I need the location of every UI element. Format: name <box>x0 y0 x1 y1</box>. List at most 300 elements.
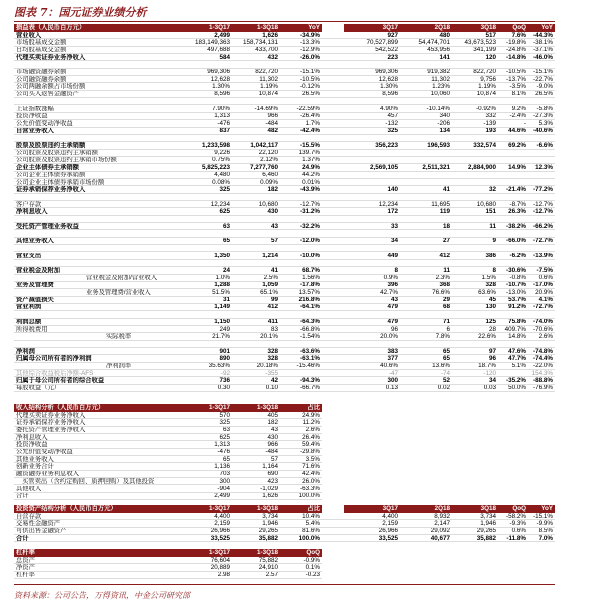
row-value: -31.2% <box>300 208 320 215</box>
row-label: 企业主体债券主承销额 <box>16 164 79 171</box>
row-value: -12.9% <box>300 46 320 54</box>
table-row <box>14 54 555 61</box>
row-value: 9,756 <box>480 76 496 83</box>
row-value: 457 <box>387 112 398 120</box>
income-header-cell: 3Q18 <box>480 24 496 31</box>
row-value: 151 <box>485 208 496 215</box>
row-value: 158,734,131 <box>242 39 278 46</box>
row-value: 341,199 <box>473 46 496 54</box>
asset_structure-header-cell: 3Q17 <box>382 505 398 512</box>
row-value: 139.7% <box>298 149 320 157</box>
table-row <box>14 186 555 193</box>
row-value: -15.1% <box>533 68 553 76</box>
row-label: 净利息收入 <box>16 208 48 215</box>
table-row <box>14 377 555 384</box>
row-value: -74.0% <box>533 318 553 326</box>
row-value: -8.7% <box>509 201 526 208</box>
row-value: 2.98 <box>217 571 230 579</box>
row-value: 0.30 <box>217 384 230 392</box>
row-label: 所得税费用 <box>16 326 48 333</box>
row-label: 创新业务合计 <box>16 463 54 470</box>
income-header-cell: 损益表（人民币百万元） <box>16 24 86 31</box>
row-value: -63.6% <box>300 348 320 355</box>
row-value: 300 <box>387 377 398 384</box>
row-value: -26.0% <box>300 54 320 61</box>
table-row <box>14 32 555 39</box>
table-row <box>14 157 555 164</box>
row-value: -10.14% <box>426 105 450 113</box>
row-label: 市场股基成交金额 <box>16 39 67 46</box>
row-value: 837 <box>219 127 230 135</box>
row-value: 47.7% <box>508 355 526 362</box>
row-value: 969,306 <box>207 68 230 76</box>
row-value: 1,164 <box>262 463 278 470</box>
row-label: 利润总额 <box>16 318 42 326</box>
row-value: 43 <box>270 426 278 434</box>
row-value: 542,522 <box>375 46 398 54</box>
row-value: -70.6% <box>533 326 553 333</box>
row-value: 325 <box>219 186 230 193</box>
row-value: -43.9% <box>300 186 320 193</box>
income-header-cell: YoY <box>541 24 553 31</box>
table-row <box>14 282 555 289</box>
row-value: 96 <box>390 326 398 333</box>
row-value: 4.90% <box>380 105 398 113</box>
row-value: -63.1% <box>300 355 320 362</box>
caption-divider <box>14 21 555 22</box>
row-value: -9.9% <box>536 520 553 527</box>
income-header-cell: 2Q18 <box>434 24 450 31</box>
row-value: 43,673,523 <box>464 39 496 46</box>
row-value: 570 <box>219 412 230 419</box>
row-value: -26.4% <box>300 112 320 120</box>
row-value: 2,884,900 <box>467 164 496 171</box>
row-value: -484 <box>265 448 278 456</box>
figure-caption: 图表 7：国元证券业绩分析 <box>14 6 147 19</box>
row-value: 18 <box>442 223 450 230</box>
row-value: 449 <box>387 252 398 260</box>
row-value: 1,350 <box>214 252 230 260</box>
row-value: -13.0% <box>506 289 526 296</box>
leverage-header-cell: 杠杆率 <box>16 549 35 556</box>
table-row <box>14 150 555 157</box>
row-value: 43 <box>390 296 398 304</box>
row-value: 40,677 <box>430 535 450 542</box>
row-value: -0.92% <box>476 105 496 113</box>
table-row <box>14 128 555 135</box>
table-row <box>14 419 322 426</box>
table-row <box>14 463 322 470</box>
row-value: 47.6% <box>508 348 526 355</box>
row-value: 76.6% <box>432 289 450 296</box>
table-row <box>14 513 555 520</box>
row-value: 423 <box>267 478 278 485</box>
row-value: 26.4% <box>302 434 320 441</box>
row-value: 22.6% <box>478 333 496 340</box>
source-divider <box>14 584 555 585</box>
row-value: -24.8% <box>506 46 526 54</box>
row-value: 53.7% <box>508 296 526 304</box>
row-value: 11,695 <box>431 201 450 208</box>
row-value: 584 <box>219 54 230 61</box>
row-value: 24.9% <box>302 164 320 171</box>
row-value: 2,147 <box>434 520 450 527</box>
row-value: 45 <box>488 296 496 304</box>
table-row <box>14 120 555 127</box>
row-value: 223 <box>387 54 398 61</box>
row-value: 10,874 <box>476 90 496 98</box>
asset_structure-header-cell: QoQ <box>512 505 526 512</box>
row-value: 969,306 <box>375 68 398 76</box>
row-value: 340 <box>439 112 450 120</box>
row-value: 8,932 <box>434 513 450 520</box>
row-value: 26.3% <box>508 208 526 215</box>
row-value: -72.7% <box>533 303 553 311</box>
table-row <box>14 106 555 113</box>
row-value: 34 <box>390 237 398 245</box>
row-value: 31 <box>222 296 230 304</box>
row-value: 10,874 <box>258 90 278 98</box>
row-value: 7.8% <box>435 333 450 340</box>
row-value: -7.5% <box>536 267 553 274</box>
table-row <box>14 326 555 333</box>
table-row <box>14 449 322 456</box>
row-value: -22.59% <box>296 105 320 113</box>
row-label: 买管卖出（含约定购回、质押回购）及其他投资 <box>22 478 155 485</box>
row-value: 1,233,598 <box>201 142 230 149</box>
row-value: 6 <box>446 326 450 333</box>
revenue_structure-header-cell: 1-3Q17 <box>208 404 230 411</box>
source-note: 资料来源：公司公告，万得资讯，中金公司研究部 <box>14 591 190 600</box>
row-value: 7.6% <box>511 32 526 39</box>
asset_structure-header-cell: YoY <box>541 505 553 512</box>
row-value: 216.8% <box>298 296 320 304</box>
row-label: 公司企业主体债券承销额 <box>16 171 86 179</box>
row-value: 625 <box>219 434 230 441</box>
table-row <box>14 427 322 434</box>
row-value: -12.7% <box>533 201 553 208</box>
row-label: 可供出售金融资产 <box>16 527 67 535</box>
row-label: 公允价值变动净收益 <box>16 448 73 456</box>
row-value: 3.5% <box>305 456 320 463</box>
row-value: 356,223 <box>375 142 398 149</box>
row-value: -15.5% <box>300 142 320 149</box>
leverage-header-cell: 1-3Q18 <box>256 549 278 556</box>
header-gap <box>322 24 344 32</box>
row-value: 65 <box>442 348 450 355</box>
row-value: 396 <box>387 281 398 289</box>
row-value: 20.1% <box>260 333 278 340</box>
row-value: 1,946 <box>480 520 496 527</box>
row-value: -14.8% <box>506 54 526 61</box>
row-value: 0.03 <box>483 384 496 392</box>
row-value: -10.5% <box>300 76 320 83</box>
row-value: 8,596 <box>214 90 230 98</box>
row-value: 2,159 <box>382 520 398 527</box>
table-row <box>14 304 555 311</box>
row-label: 每股收益（元） <box>16 384 61 392</box>
row-value: -42.4% <box>300 127 320 135</box>
row-value: 7.90% <box>212 105 230 113</box>
row-value: 41 <box>442 186 450 193</box>
row-value: 29,265 <box>476 527 496 535</box>
row-value: -476 <box>217 448 230 456</box>
table-row <box>14 493 322 500</box>
row-value: -74 <box>440 370 450 377</box>
row-value: 182 <box>267 186 278 193</box>
row-value: 57 <box>270 456 278 463</box>
row-value: 65 <box>442 355 450 362</box>
row-label: 投资净收益 <box>16 112 48 120</box>
row-value: 517 <box>485 32 496 39</box>
income-header-cell: YoY <box>308 24 320 31</box>
row-value: -38.2% <box>506 223 526 230</box>
row-value: -77.2% <box>533 186 553 193</box>
row-value: -74.4% <box>533 355 553 362</box>
row-value: 21.7% <box>212 333 230 340</box>
row-label: 其他业务收入 <box>16 237 54 245</box>
row-value: -9.3% <box>509 520 526 527</box>
row-value: 2,499 <box>214 32 230 39</box>
row-value: -120 <box>483 370 496 377</box>
row-value: 42.4% <box>302 470 320 478</box>
row-value: 10,060 <box>430 90 450 98</box>
row-label: 自营存款 <box>16 513 42 520</box>
table-row <box>14 69 555 76</box>
row-value: -66.2% <box>533 223 553 230</box>
row-value: 479 <box>387 318 398 326</box>
row-value: -92 <box>220 370 230 377</box>
row-value: -12.7% <box>533 208 553 215</box>
row-value: -17.0% <box>533 281 553 289</box>
row-label: 代理买卖证券业务净收入 <box>16 412 86 419</box>
row-value: 625 <box>219 208 230 215</box>
row-value: -72.7% <box>533 237 553 245</box>
row-value: 43 <box>270 223 278 230</box>
row-value: 20.0% <box>380 333 398 340</box>
row-value: -1,029 <box>260 485 278 493</box>
row-label: 营业收入 <box>16 32 42 39</box>
row-value: 0.10 <box>265 384 278 392</box>
table-row <box>14 486 322 493</box>
row-value: 26.5% <box>535 90 553 98</box>
row-value: 480 <box>439 32 450 39</box>
row-divider <box>14 578 322 579</box>
row-value: 2,499 <box>214 492 230 500</box>
table-row <box>14 230 555 237</box>
row-value: -64.1% <box>300 303 320 311</box>
row-value: 1,946 <box>262 520 278 527</box>
row-value: 10,680 <box>258 201 278 208</box>
row-value: 300 <box>219 478 230 485</box>
row-value: 20.9% <box>535 289 553 296</box>
row-value: 75.8% <box>508 318 526 326</box>
row-value: 28 <box>488 326 496 333</box>
row-value: 1,042,117 <box>250 142 278 149</box>
row-value: 9 <box>492 237 496 245</box>
row-value: 1,059 <box>262 281 278 289</box>
row-divider <box>14 499 322 500</box>
row-label: 实际税率 <box>106 333 132 340</box>
row-value: -34.9% <box>300 32 320 39</box>
row-value: 125 <box>485 318 496 326</box>
row-value: 412 <box>267 303 278 311</box>
asset_structure-header-cell: 投资资产结构分析（人民币百万元） <box>16 505 117 512</box>
row-value: 154.3% <box>531 370 553 377</box>
table-row <box>14 441 322 448</box>
table-row <box>14 39 555 46</box>
row-value: 0.08% <box>212 179 230 186</box>
row-value: 0.02 <box>437 384 450 392</box>
row-value: 822,720 <box>255 68 278 76</box>
row-value: 33,525 <box>210 535 230 542</box>
row-value: 63 <box>222 426 230 434</box>
row-value: 2,511,321 <box>422 164 450 171</box>
row-value: -35.2% <box>506 377 526 384</box>
row-value: -12.0% <box>300 237 320 245</box>
row-value: 20.18% <box>256 362 278 370</box>
row-value: 1.19% <box>478 83 496 90</box>
leverage-header-cell: 1-3Q17 <box>208 549 230 556</box>
row-value: -0.8% <box>509 274 526 282</box>
row-value: -88.8% <box>533 377 553 384</box>
row-value: -10.5% <box>506 68 526 76</box>
row-value: 9.2% <box>511 105 526 113</box>
row-value: 328 <box>485 281 496 289</box>
row-label: 营业支出 <box>16 252 42 260</box>
row-label: 日均股基成交金额 <box>16 46 67 54</box>
row-value: 0.1% <box>305 564 320 571</box>
row-value: -22.0% <box>533 362 553 370</box>
row-value: 927 <box>387 32 398 39</box>
row-value: 35.63% <box>208 362 230 370</box>
row-value: 76,604 <box>210 557 230 564</box>
row-value: 453,956 <box>427 46 450 54</box>
row-value: 409.7% <box>504 326 526 333</box>
table-row <box>14 260 555 267</box>
row-value: 4,400 <box>382 513 398 520</box>
row-value: -76.9% <box>533 384 553 392</box>
row-label: 合计 <box>16 492 29 500</box>
income-header-cell: QoQ <box>512 24 526 31</box>
table-row <box>14 245 555 252</box>
revenue_structure-header-cell: 1-3Q18 <box>256 404 278 411</box>
table-row <box>14 142 555 149</box>
row-value: 5.4% <box>305 520 320 527</box>
row-value: 26.0% <box>302 478 320 485</box>
row-value: 332 <box>485 112 496 120</box>
row-value: 7.0% <box>538 535 553 542</box>
row-value: 196,593 <box>427 142 450 149</box>
row-value: 27 <box>442 237 450 245</box>
row-value: -30.6% <box>506 267 526 274</box>
row-value: -40.6% <box>533 127 553 135</box>
table-row <box>14 341 555 348</box>
table-row <box>14 194 555 201</box>
row-value: 3,734 <box>262 513 278 520</box>
table-row <box>14 61 555 68</box>
row-value: 50.0% <box>508 384 526 392</box>
row-value: 2,569,105 <box>369 164 398 171</box>
row-value: -13.9% <box>533 252 553 260</box>
row-label: 受托资产管理业务收益 <box>16 223 79 230</box>
row-value: 411 <box>267 318 278 326</box>
row-value: -27.3% <box>533 112 553 120</box>
table-row <box>14 528 555 535</box>
row-label: 公司股票及股票违约主承销额 <box>16 149 98 157</box>
row-value: 130 <box>485 303 496 311</box>
asset_structure-header-cell: 3Q18 <box>480 505 496 512</box>
row-value: 68 <box>442 303 450 311</box>
row-value: 26.5% <box>302 90 320 98</box>
row-value: 430 <box>267 208 278 215</box>
row-label: 股票及股票违约主承销额 <box>16 142 86 149</box>
row-value: -6.6% <box>536 142 553 149</box>
row-value: 96 <box>488 355 496 362</box>
row-value: 1.23% <box>432 83 450 90</box>
row-value: -22.7% <box>533 76 553 83</box>
row-value: 12.3% <box>535 164 553 171</box>
row-value: -15.1% <box>300 68 320 76</box>
row-value: 1.30% <box>380 83 398 90</box>
row-value: 12,628 <box>210 76 230 83</box>
row-value: -66.7% <box>300 384 320 392</box>
table-row <box>14 223 555 230</box>
row-value: 332,574 <box>473 142 496 149</box>
row-value: -58.2% <box>506 513 526 520</box>
table-row <box>14 289 555 296</box>
row-value: -14.69% <box>254 105 278 113</box>
row-label: 其他业务收入 <box>16 456 54 463</box>
row-value: 0.01% <box>302 179 320 186</box>
row-value: 703 <box>219 470 230 478</box>
row-value: -139 <box>483 120 496 127</box>
row-value: -12.7% <box>300 201 320 208</box>
row-value: 68.7% <box>302 267 320 274</box>
row-value: 11 <box>489 223 496 230</box>
row-label: 上证指数涨幅 <box>16 105 54 113</box>
row-value: - <box>523 120 526 127</box>
table-row <box>14 557 322 564</box>
row-value: 29,265 <box>258 527 278 535</box>
table-row <box>14 267 555 274</box>
row-value: -63.3% <box>300 485 320 493</box>
table-row <box>14 253 555 260</box>
row-value: 10.4% <box>302 513 320 520</box>
row-label: 公允价值变动净收益 <box>16 120 73 127</box>
row-value: 6,460 <box>262 171 278 179</box>
table-row <box>14 564 322 571</box>
row-value: 383 <box>387 348 398 355</box>
row-value: 966 <box>267 441 278 448</box>
row-value: 35,882 <box>258 535 278 542</box>
row-value: -0.9% <box>303 557 320 564</box>
row-value: 386 <box>485 252 496 260</box>
row-value: -44.3% <box>533 32 553 39</box>
row-value: -64.3% <box>300 318 320 326</box>
row-value: 24.9% <box>302 412 320 419</box>
row-value: 1,149 <box>214 303 230 311</box>
table-row <box>14 412 322 419</box>
row-label: 公司两融余额占市场份额 <box>16 83 86 90</box>
row-value: 7,277,760 <box>249 164 278 171</box>
row-value: -0.23 <box>305 571 320 579</box>
row-value: -484 <box>265 120 278 127</box>
table-row <box>14 91 555 98</box>
table-row <box>14 478 322 485</box>
table-row <box>14 238 555 245</box>
row-label: 交易性金融资产 <box>16 520 61 527</box>
